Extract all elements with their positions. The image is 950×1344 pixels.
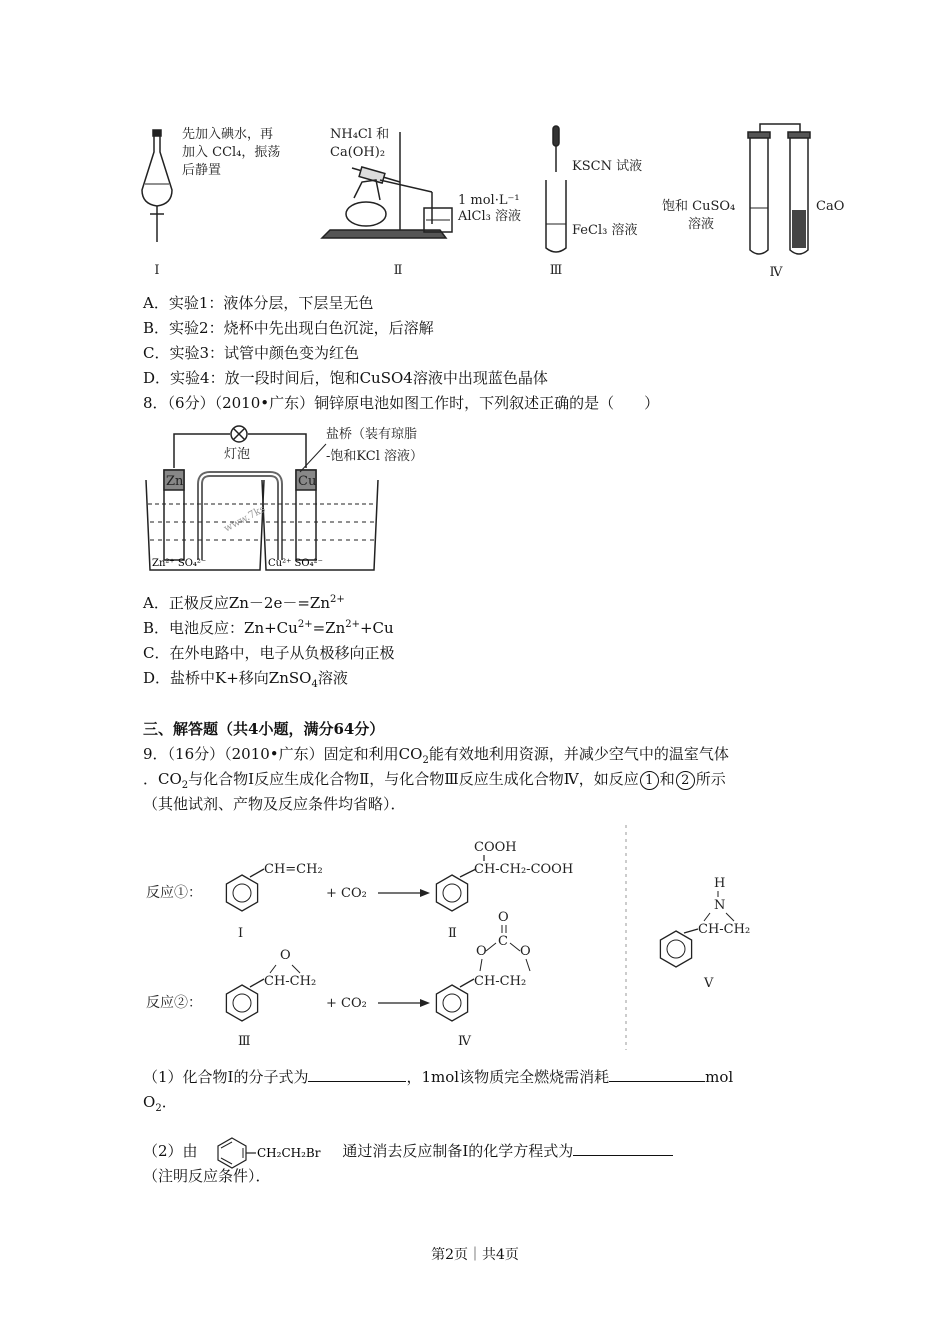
right-ions: Cu²⁺ SO₄²⁻ — [268, 558, 323, 569]
q9-line-2 — [143, 768, 726, 791]
exp4-solution-1: 饱和 CuSO₄ — [662, 199, 736, 214]
experiments-figure — [140, 122, 860, 287]
label-iv: Ⅳ — [458, 1034, 471, 1049]
reaction-2-label: 反应②： — [146, 995, 202, 1011]
label-ii: Ⅱ — [448, 926, 457, 941]
q7-option-a: A．实验1：液体分层，下层呈无色 — [143, 294, 374, 312]
bulb-label: 灯泡 — [224, 447, 251, 462]
exp1-note-2: 加入 CCl₄，振荡 — [182, 145, 281, 160]
exp3-label: Ⅲ — [549, 263, 563, 278]
bromoethyl-chain: CH₂CH₂Br — [257, 1146, 321, 1160]
carbonate-o-top: O — [498, 910, 509, 925]
benzene-ring-4 — [436, 985, 467, 1021]
zn-electrode-label: Zn — [166, 474, 184, 489]
compound-iv-chain: CH-CH₂ — [474, 974, 527, 989]
q9-p1-e: ． — [161, 1093, 177, 1111]
q9-l2-sub: 2 — [181, 780, 189, 791]
q9-p1-b: ，1mol该物质完全燃烧需消耗 — [406, 1068, 610, 1086]
blank-o2-moles[interactable] — [609, 1067, 705, 1082]
compound-ii-cooh: COOH — [474, 840, 517, 855]
q9-l2-pre: ．CO — [143, 770, 182, 788]
q7-option-b: B．实验2：烧杯中先出现白色沉淀，后溶解 — [143, 319, 434, 337]
q7-option-d: D．实验4：放一段时间后，饱和CuSO4溶液中出现蓝色晶体 — [143, 369, 548, 387]
left-ions: Zn²⁺ SO₄²⁻ — [152, 558, 207, 569]
plus-co2-1: + CO₂ — [326, 886, 367, 901]
plus-co2-2: + CO₂ — [326, 996, 367, 1011]
q8-d-pre: D．盐桥中K+移向ZnSO — [143, 669, 312, 687]
q9-p2-b: 通过消去反应制备Ⅰ的化学方程式为 — [342, 1142, 574, 1160]
blank-equation[interactable] — [573, 1141, 673, 1156]
q8-option-d — [143, 667, 348, 690]
label-v: Ⅴ — [704, 976, 714, 991]
q8-a-text: A．正极反应Zn－2e－=Zn — [143, 594, 330, 612]
aziridine-n: N — [714, 898, 726, 913]
q8-d-post: 溶液 — [317, 669, 348, 687]
page-footer: 第2页｜共4页 — [431, 1247, 519, 1263]
benzene-ring-1 — [226, 875, 257, 911]
compound-v-chain: CH-CH₂ — [698, 922, 751, 937]
q9-line-1 — [143, 743, 729, 766]
q8-b-post: +Cu — [359, 619, 394, 637]
q8-option-a — [143, 592, 345, 613]
exp1-note-1: 先加入碘水，再 — [182, 127, 274, 142]
separatory-funnel — [142, 130, 172, 242]
exp4-label: Ⅳ — [769, 265, 783, 280]
q8-b-mid: =Zn — [312, 619, 346, 637]
label-iii: Ⅲ — [238, 1034, 251, 1049]
q9-l2-post: 所示 — [695, 770, 726, 788]
exp3-solution: FeCl₃ 溶液 — [572, 223, 638, 238]
q9-l1-pre: 9．（16分）（2010•广东）固定和利用CO — [143, 745, 423, 763]
watermark: www.7ks — [222, 503, 268, 535]
q8-option-c: C．在外电路中，电子从负极移向正极 — [143, 644, 395, 662]
exp2-label: Ⅱ — [393, 263, 403, 278]
q9-part2-cont: （注明反应条件）． — [143, 1167, 271, 1185]
q9-part1 — [143, 1066, 733, 1087]
cu-electrode-label: Cu — [298, 474, 317, 489]
carbonate-c: C — [498, 934, 508, 949]
dropper-tube — [546, 126, 566, 252]
q8-b-sup2: 2+ — [345, 619, 360, 630]
benzene-ring-3 — [226, 985, 257, 1021]
carbonate-o-right: O — [520, 944, 531, 959]
q9-p1-d: O — [143, 1093, 156, 1111]
exp2-solution-1: 1 mol·L⁻¹ — [458, 193, 520, 208]
exp3-reagent: KSCN 试液 — [572, 159, 643, 174]
q9-l1-post: 能有效地利用资源，并减少空气中的温室气体 — [428, 745, 729, 763]
blank-formula[interactable] — [308, 1067, 406, 1082]
q8-b-sup1: 2+ — [297, 619, 313, 630]
salt-bridge-label-1: 盐桥（装有琼脂 — [326, 427, 418, 442]
compound-i-vinyl: CH=CH₂ — [264, 862, 323, 877]
q8-d-sub: 4 — [311, 679, 318, 690]
epoxide-o: O — [280, 948, 291, 963]
galvanic-cell-figure — [140, 420, 460, 585]
reaction-1-label: 反应①： — [146, 885, 202, 901]
q9-line-3: （其他试剂、产物及反应条件均省略）． — [143, 795, 406, 813]
q8-stem: 8．（6分）（2010•广东）铜锌原电池如图工作时，下列叙述正确的是（ ） — [143, 394, 660, 412]
benzene-ring-5 — [660, 931, 691, 967]
exp2-reagent-1: NH₄Cl 和 — [330, 127, 390, 142]
label-i: Ⅰ — [238, 926, 244, 941]
q9-p1-d-sub: 2 — [155, 1103, 162, 1114]
aziridine-h: H — [714, 876, 726, 891]
q8-b-pre: B．电池反应：Zn+Cu — [143, 619, 298, 637]
connected-tubes — [748, 124, 810, 254]
compound-ii-chain: CH-CH₂-COOH — [474, 862, 574, 877]
exp4-solution-2: 溶液 — [688, 217, 715, 232]
compound-iii-chain: CH-CH₂ — [264, 974, 317, 989]
exp1-label: Ⅰ — [154, 263, 160, 278]
carbonate-o-left: O — [476, 944, 487, 959]
q7-option-c: C．实验3：试管中颜色变为红色 — [143, 344, 360, 362]
q9-p2-a: （2）由 — [143, 1142, 198, 1160]
section-3-heading: 三、解答题（共4小题，满分64分） — [143, 720, 385, 738]
reaction-scheme — [140, 825, 820, 1055]
benzene-ring-2 — [436, 875, 467, 911]
q9-l2-and: 和 — [659, 770, 675, 788]
q9-l2-mid: 与化合物Ⅰ反应生成化合物Ⅱ，与化合物Ⅲ反应生成化合物Ⅳ，如反应 — [188, 770, 639, 788]
q9-part1-cont — [143, 1091, 177, 1114]
q9-p1-c: mol — [705, 1068, 734, 1086]
q9-l1-sub: 2 — [422, 755, 429, 766]
exp2-reagent-2: Ca(OH)₂ — [330, 145, 386, 160]
q9-p1-a: （1）化合物Ⅰ的分子式为 — [143, 1068, 309, 1086]
salt-bridge-label-2: -饱和KCl 溶液） — [326, 449, 423, 464]
circled-1: 1 — [640, 771, 659, 790]
exp1-note-3: 后静置 — [182, 163, 222, 178]
q8-a-sup: 2+ — [330, 594, 345, 605]
exp4-cao: CaO — [816, 199, 845, 214]
exp2-solution-2: AlCl₃ 溶液 — [458, 209, 521, 224]
circled-2: 2 — [676, 771, 695, 790]
q8-option-b — [143, 617, 394, 638]
